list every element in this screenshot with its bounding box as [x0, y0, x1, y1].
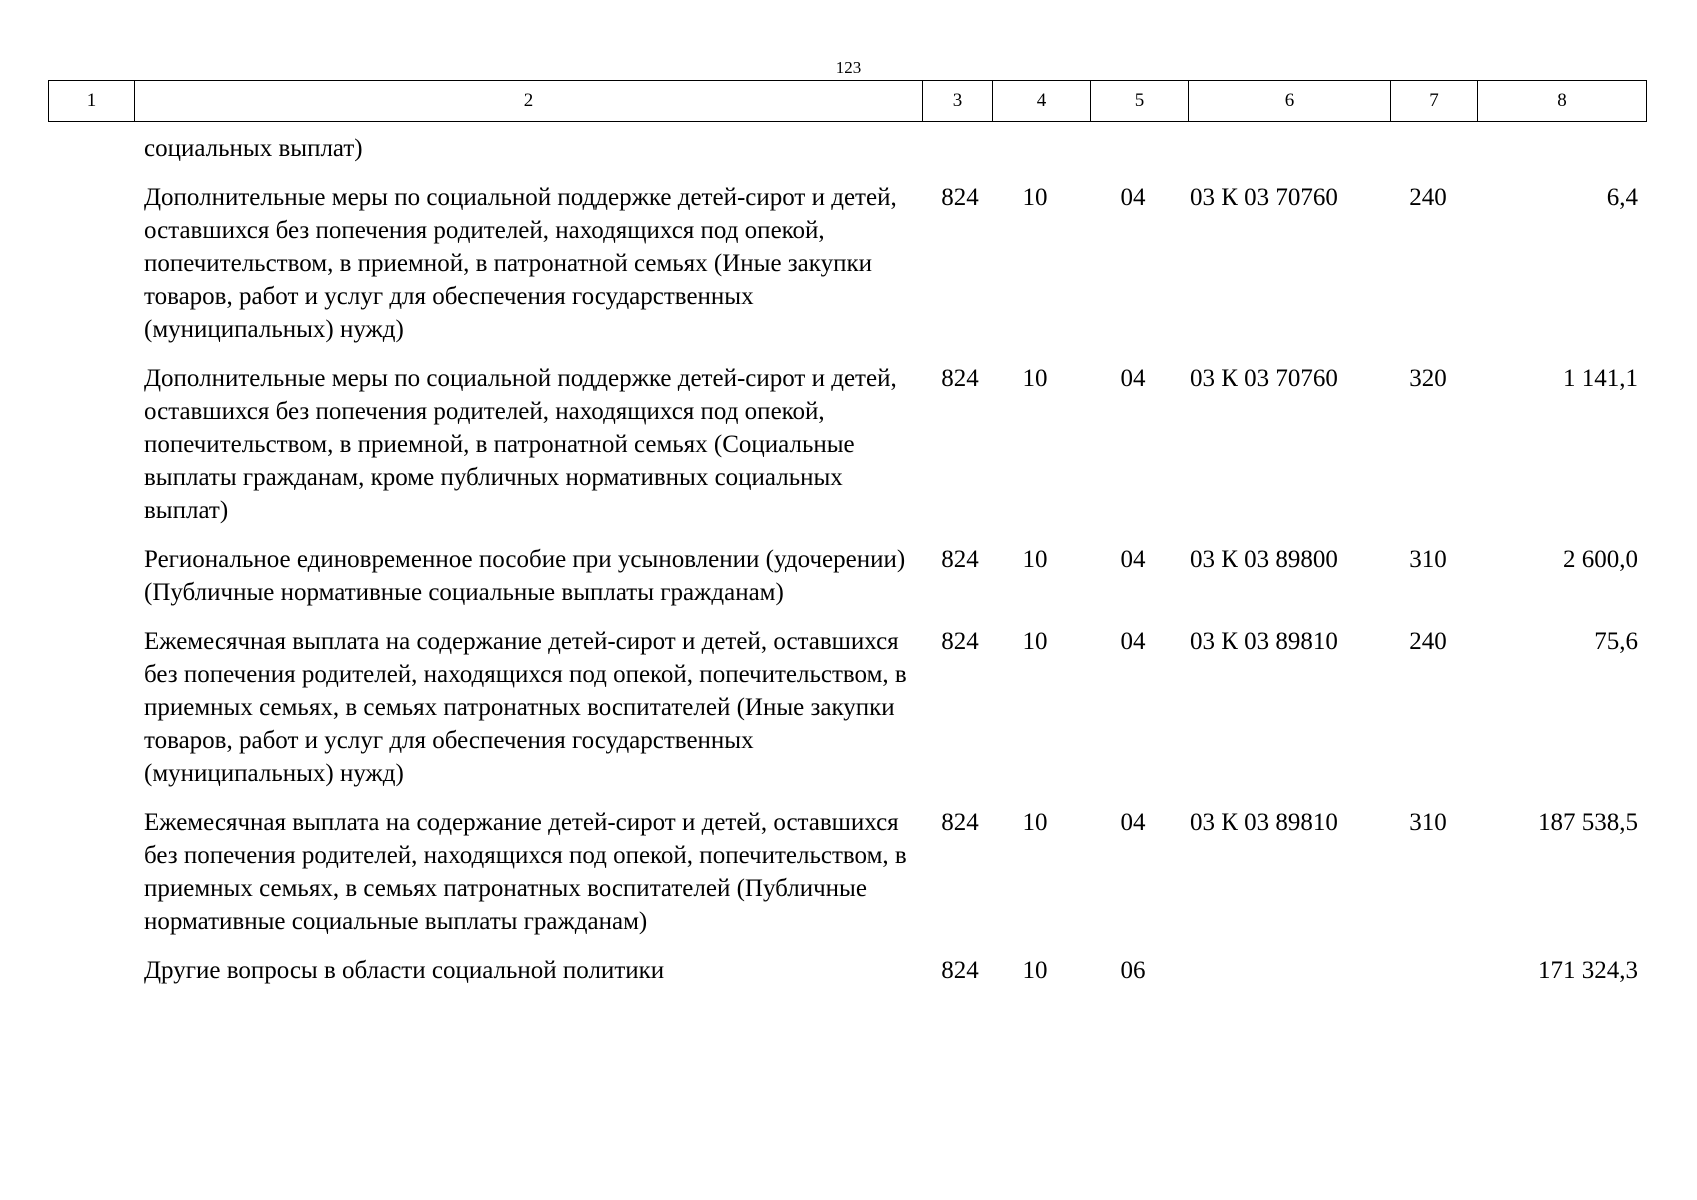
row-subsection-code: 04 [1120, 809, 1146, 836]
column-number-header [48, 80, 1647, 122]
row-name: Дополнительные меры по социальной поддержке детей-сирот и детей, оставшихся без попечения родителей, находящихся под опекой, попечительством, в приемной, в патронатной семьях (Социальные выплаты гражданам, кроме публичных нормативных социальных выплат) [144, 365, 897, 524]
row-name: Ежемесячная выплата на содержание детей-сирот и детей, оставшихся без попечения родителей, находящихся под опекой, попечительством, в приемных семьях, в семьях патронатных воспитателей (Публичные нормативные социальные выплаты гражданам) [144, 809, 907, 935]
row-section-code: 10 [1022, 628, 1048, 655]
row-subsection-code: 04 [1120, 365, 1146, 392]
row-amount: 6,4 [1606, 184, 1638, 211]
row-expense-type-code: 240 [1409, 184, 1447, 211]
row-amount: 1 141,1 [1563, 365, 1638, 392]
row-section-code: 10 [1022, 546, 1048, 573]
row-department-code: 824 [941, 184, 979, 211]
row-department-code: 824 [941, 365, 979, 392]
row-section-code: 10 [1022, 809, 1048, 836]
row-department-code: 824 [941, 628, 979, 655]
table-row [0, 181, 1697, 346]
row-amount: 75,6 [1594, 628, 1638, 655]
row-amount: 171 324,3 [1538, 957, 1638, 984]
row-section-code: 10 [1022, 365, 1048, 392]
row-section-code: 10 [1022, 184, 1048, 211]
row-target-article-code: 03 К 03 70760 [1190, 184, 1338, 211]
row-name: Другие вопросы в области социальной политики [144, 957, 665, 984]
row-amount: 187 538,5 [1538, 809, 1638, 836]
header-col-5: 5 [1091, 81, 1189, 122]
header-col-1: 1 [49, 81, 135, 122]
row-name: Региональное единовременное пособие при усыновлении (удочерении) (Публичные нормативные социальные выплаты гражданам) [144, 546, 906, 606]
row-subsection-code: 04 [1120, 628, 1146, 655]
row-name: Дополнительные меры по социальной поддержке детей-сирот и детей, оставшихся без попечения родителей, находящихся под опекой, попечительством, в приемной, в патронатной семьях (Иные закупки товаров, работ и услуг для обеспечения государственных (муниципальных) нужд) [144, 184, 897, 343]
row-subsection-code: 04 [1120, 546, 1146, 573]
row-department-code: 824 [941, 957, 979, 984]
budget-rows [0, 132, 1697, 987]
row-subsection-code: 06 [1120, 957, 1146, 984]
table-row [0, 543, 1697, 609]
row-amount: 2 600,0 [1563, 546, 1638, 573]
header-col-7: 7 [1391, 81, 1478, 122]
table-row [0, 362, 1697, 527]
row-department-code: 824 [941, 546, 979, 573]
table-row [0, 132, 1697, 165]
page-number: 123 [835, 58, 862, 77]
row-section-code: 10 [1022, 957, 1048, 984]
header-col-4: 4 [993, 81, 1091, 122]
row-target-article-code: 03 К 03 70760 [1190, 365, 1338, 392]
row-subsection-code: 04 [1120, 184, 1146, 211]
header-col-3: 3 [923, 81, 993, 122]
row-expense-type-code: 310 [1409, 809, 1447, 836]
row-target-article-code: 03 К 03 89800 [1190, 546, 1338, 573]
row-target-article-code: 03 К 03 89810 [1190, 628, 1338, 655]
table-row [0, 806, 1697, 938]
row-name: Ежемесячная выплата на содержание детей-сирот и детей, оставшихся без попечения родителей, находящихся под опекой, попечительством, в приемных семьях, в семьях патронатных воспитателей (Иные закупки товаров, работ и услуг для обеспечения государственных (муниципальных) нужд) [144, 628, 907, 787]
table-row [0, 625, 1697, 790]
header-col-2: 2 [135, 81, 923, 122]
row-expense-type-code: 320 [1409, 365, 1447, 392]
header-col-6: 6 [1189, 81, 1391, 122]
row-target-article-code: 03 К 03 89810 [1190, 809, 1338, 836]
row-expense-type-code: 240 [1409, 628, 1447, 655]
row-expense-type-code: 310 [1409, 546, 1447, 573]
table-row [0, 954, 1697, 987]
row-name: социальных выплат) [144, 135, 363, 162]
row-department-code: 824 [941, 809, 979, 836]
header-col-8: 8 [1478, 81, 1647, 122]
